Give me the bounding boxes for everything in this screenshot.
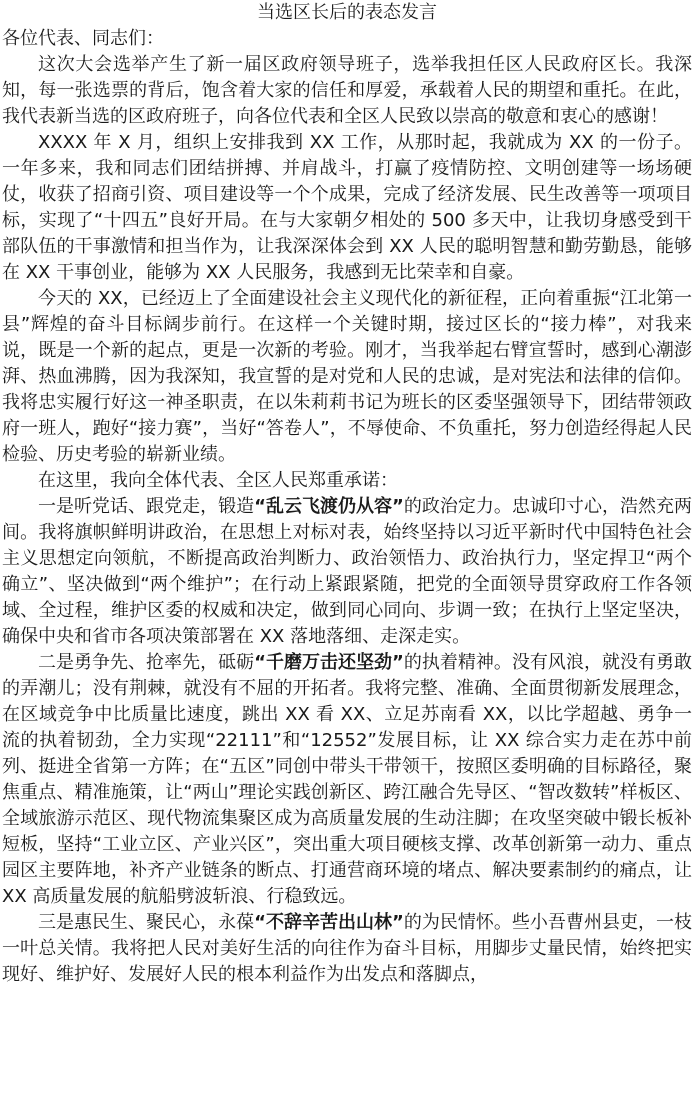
paragraph-1-text: 这次大会选举产生了新一届区政府领导班子，选举我担任区人民政府区长。我深知，每一张选票的背后，饱含着大家的信任和厚爱，承载着人民的期望和重托。在此，我代表新当选的区政府班子，向各位代表和全区人民致以崇高的敬意和衷心的感谢！ [2,54,692,127]
commitment-2 [2,650,692,910]
commitment-1-lead: 一是听党话、跟党走，锻造 [38,496,255,517]
paragraph-1 [2,52,692,130]
paragraph-2-text: XXXX 年 X 月，组织上安排我到 XX 工作，从那时起，我就成为 XX 的一份子。一年多来，我和同志们团结拼搏、并肩战斗，打赢了疫情防控、文明创建等一场场硬仗，收获了招商引资、项目建设等一个个成果，完成了经济发展、民生改善等一项项目标，实现了“十四五”良好开局。在与大家朝夕相处的 500 多天中，让我切身感受到干部队伍的干事激情和担当作为，让我深深体会到 XX 人民的聪明智慧和勤劳勤恳，能够在 XX 干事创业，能够为 XX 人民服务，我感到无比荣幸和自豪。 [2,132,692,283]
paragraph-3 [2,286,692,468]
commitment-3-lead: 三是惠民生、聚民心，永葆 [38,912,255,933]
paragraph-4 [2,468,692,494]
document-title: 当选区长后的表态发言 [257,2,437,23]
paragraph-4-text: 在这里，我向全体代表、全区人民郑重承诺： [38,470,398,491]
commitment-2-lead: 二是勇争先、抢率先，砥砺 [38,652,255,673]
commitment-2-motto: “千磨万击还坚劲” [254,652,404,673]
paragraph-2 [2,130,692,286]
paragraph-3-text: 今天的 XX，已经迈上了全面建设社会主义现代化的新征程，正向着重振“江北第一县”辉煌的奋斗目标阔步前行。在这样一个关键时期，接过区长的“接力棒”，对我来说，既是一个新的起点，更是一次新的考验。刚才，当我举起右臂宣誓时，感到心潮澎湃、热血沸腾，因为我深知，我宣誓的是对党和人民的忠诚，是对宪法和法律的信仰。我将忠实履行好这一神圣职责，在以朱莉莉书记为班长的区委坚强领导下，团结带领政府一班人，跑好“接力赛”，当好“答卷人”，不辱使命、不负重托，努力创造经得起人民检验、历史考验的崭新业绩。 [2,288,692,465]
commitment-1-text: 的政治定力。忠诚印寸心，浩然充两间。我将旗帜鲜明讲政治，在思想上对标对表，始终坚持以习近平新时代中国特色社会主义思想定向领航，不断提高政治判断力、政治领悟力、政治执行力，坚定捍卫“两个确立”、坚决做到“两个维护”；在行动上紧跟紧随，把党的全面领导贯穿政府工作各领域、全过程，维护区委的权威和决定，做到同心同向、步调一致；在执行上坚定坚决，确保中央和省市各项决策部署在 XX 落地落细、走深走实。 [2,496,692,647]
commitment-3-motto: “不辞辛苦出山林” [254,912,404,933]
commitment-2-text: 的执着精神。没有风浪，就没有勇敢的弄潮儿；没有荆棘，就没有不屈的开拓者。我将完整、准确、全面贯彻新发展理念，在区域竞争中比质量比速度，跳出 XX 看 XX、立足苏南看 XX，以比学超越、勇争一流的执着韧劲，全力实现“22111”和“12552”发展目标，让 XX 综合实力走在苏中前列、挺进全省第一方阵；在“五区”同创中带头干带领干，按照区委明确的目标路径，聚焦重点、精准施策，让“两山”理论实践创新区、跨江融合先导区、“智改数转”样板区、全域旅游示范区、现代物流集聚区成为高质量发展的生动注脚；在攻坚突破中锻长板补短板，坚持“工业立区、产业兴区”，突出重大项目硬核支撑、改革创新第一动力、重点园区主要阵地，补齐产业链条的断点、打通营商环境的堵点、解决要素制约的痛点，让 XX 高质量发展的航船劈波斩浪、行稳致远。 [2,652,692,907]
salutation: 各位代表、同志们： [2,28,164,49]
commitment-3-text: 的为民情怀。些小吾曹州县吏，一枝一叶总关情。我将把人民对美好生活的向往作为奋斗目标，用脚步丈量民情，始终把实现好、维护好、发展好人民的根本利益作为出发点和落脚点， [2,912,692,985]
commitment-3 [2,910,692,988]
commitment-1 [2,494,692,650]
commitment-1-motto: “乱云飞渡仍从容” [254,496,404,517]
